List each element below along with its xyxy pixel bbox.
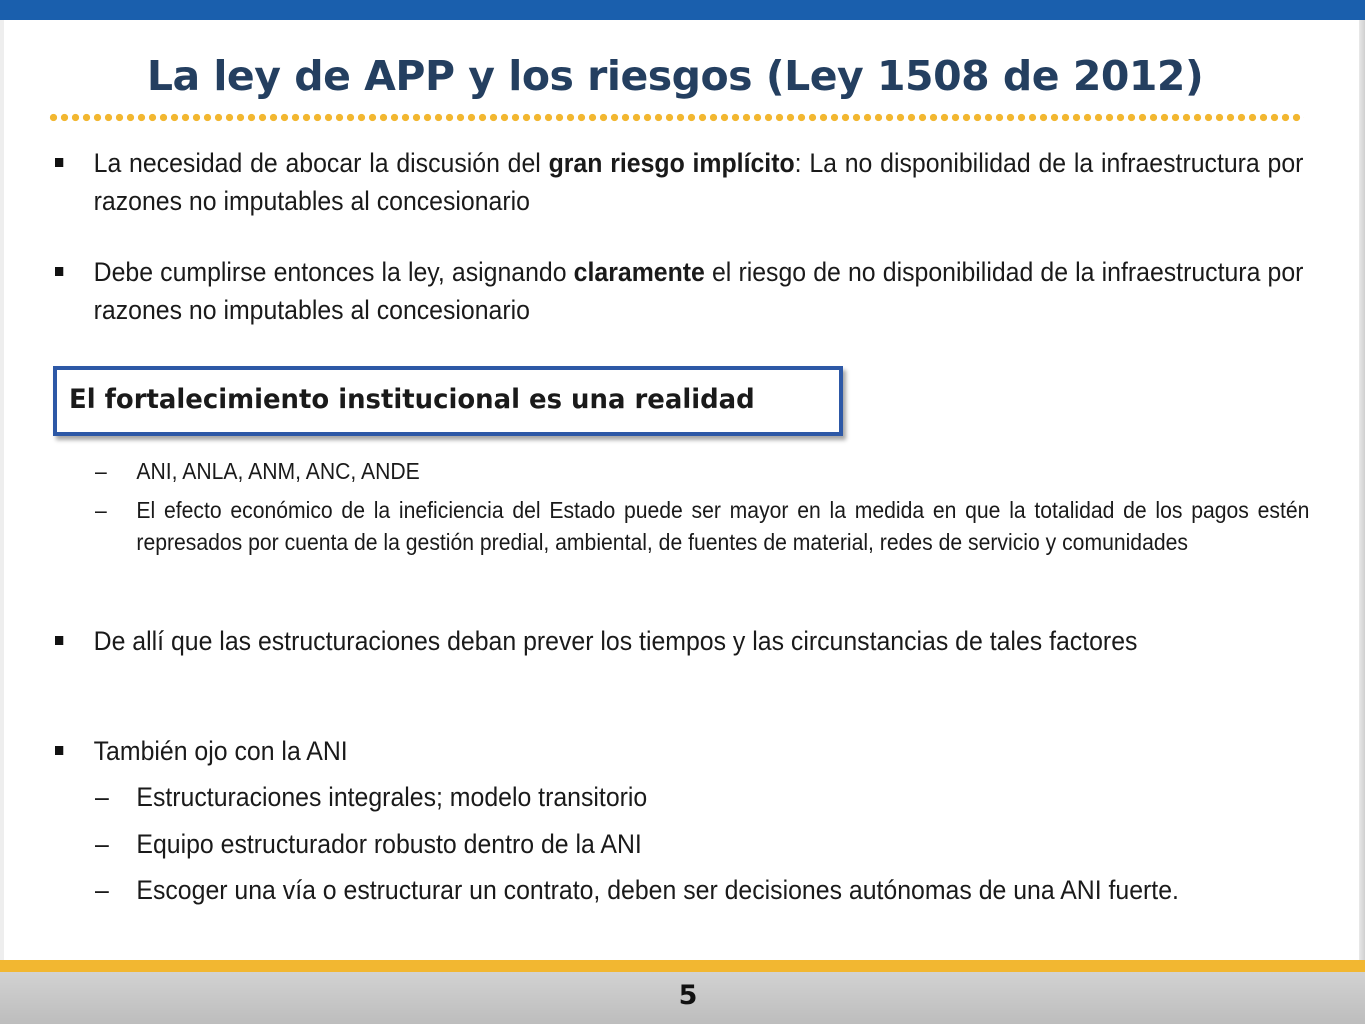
title-dotted-divider bbox=[48, 113, 1304, 122]
page-number: 5 bbox=[678, 980, 698, 1011]
dash-bullet: – bbox=[95, 829, 109, 859]
sub-item-text: Estructuraciones integrales; modelo transitorio bbox=[136, 782, 648, 812]
sub-item-text: Equipo estructurador robusto dentro de la ANI bbox=[136, 829, 642, 859]
bullet-gran-riesgo bbox=[55, 144, 1304, 220]
dash-bullet: – bbox=[95, 782, 109, 812]
callout-text: El fortalecimiento institucional es una realidad bbox=[69, 384, 755, 415]
bullet-text: Debe cumplirse entonces la ley, asignando claramente el riesgo de no disponibilidad de la infraestructura por razones no imputables al concesionario bbox=[93, 257, 1304, 325]
sub-item-estructuraciones-integrales bbox=[95, 778, 1309, 816]
callout-box bbox=[53, 366, 843, 436]
slide-title: La ley de APP y los riesgos (Ley 1508 de 2012) bbox=[146, 52, 1204, 100]
sub-item-text: El efecto económico de la ineficiencia del Estado puede ser mayor en la medida en que la totalidad de los pagos estén represados por cuenta de la gestión predial, ambiental, de fuentes de material, redes de servicio y comunidades bbox=[136, 497, 1310, 555]
dash-bullet: – bbox=[95, 875, 109, 905]
bullet-ojo-ani bbox=[55, 732, 1201, 770]
sub-item-escoger-via bbox=[95, 871, 1309, 909]
sub-item-equipo-estructurador bbox=[95, 825, 1309, 863]
square-bullet-icon bbox=[55, 267, 63, 276]
square-bullet-icon bbox=[55, 158, 63, 167]
square-bullet-icon bbox=[55, 746, 63, 755]
bullet-text: De allí que las estructuraciones deban prever los tiempos y las circunstancias de tales factores bbox=[93, 626, 1138, 656]
bullet-text: La necesidad de abocar la discusión del gran riesgo implícito: La no disponibilidad de la infraestructura por razones no imputables al concesionario bbox=[93, 148, 1304, 216]
dash-bullet: – bbox=[95, 458, 107, 484]
sub-item-text: ANI, ANLA, ANM, ANC, ANDE bbox=[136, 458, 420, 484]
dash-bullet: – bbox=[95, 497, 107, 523]
sub-item-agencias bbox=[95, 455, 1309, 487]
bullet-cumplir-ley bbox=[55, 253, 1304, 329]
frame-right bbox=[1359, 20, 1365, 960]
footer-accent-line bbox=[0, 960, 1365, 972]
bullet-estructuraciones bbox=[55, 622, 1201, 660]
bullet-text: También ojo con la ANI bbox=[93, 736, 348, 766]
square-bullet-icon bbox=[55, 636, 63, 645]
frame-left bbox=[0, 20, 4, 960]
sub-item-text: Escoger una vía o estructurar un contrato, deben ser decisiones autónomas de una ANI fuerte. bbox=[136, 875, 1179, 905]
sub-item-efecto-economico bbox=[95, 494, 1309, 558]
top-bar bbox=[0, 0, 1365, 20]
